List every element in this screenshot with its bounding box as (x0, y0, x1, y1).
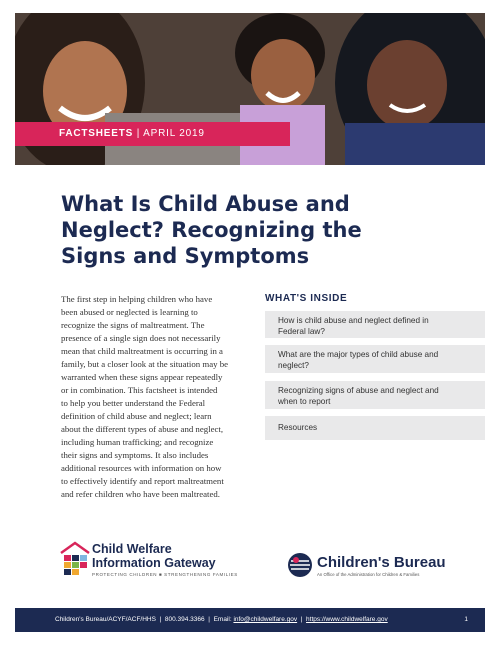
intro-line: The first step in helping children who have (61, 294, 213, 304)
intro-paragraph (61, 293, 261, 501)
footer-bar (15, 608, 485, 632)
cwig-name-line2: Information Gateway (92, 556, 216, 570)
intro-line: mean that child maltreatment is occurring in a (61, 346, 223, 356)
intro-line: family, but a closer look at the situation may be (61, 359, 229, 369)
toc-line: Recognizing signs of abuse and neglect and (278, 386, 439, 395)
page-number: 1 (464, 616, 468, 623)
intro-line: additional resources with information on how (61, 463, 222, 473)
intro-line: or in combination. This factsheet is intended (61, 385, 218, 395)
cwig-tagline: PROTECTING CHILDREN ■ STRENGTHENING FAMILIES (92, 572, 238, 577)
intro-line: been abused or neglected is learning to (61, 307, 198, 317)
intro-line: about the different types of abuse and neglect, (61, 424, 224, 434)
footer-website-link[interactable]: https://www.childwelfare.gov (306, 616, 388, 623)
toc-line: Resources (278, 423, 318, 432)
whats-inside-heading: WHAT'S INSIDE (265, 293, 348, 304)
page-title (61, 191, 421, 269)
factsheet-banner (15, 122, 290, 146)
intro-line: and refer children who have been maltreated. (61, 489, 220, 499)
intro-line: warranted when these signs appear repeatedly (61, 372, 223, 382)
title-line: Neglect? Recognizing the (61, 218, 362, 242)
cwig-house-icon (60, 541, 90, 577)
intro-line: to effectively identify and report maltreatment (61, 476, 224, 486)
toc-line: What are the major types of child abuse and (278, 350, 439, 359)
banner-date: APRIL 2019 (143, 128, 205, 139)
footer-phone: 800.394.3366 (164, 616, 205, 623)
childrens-bureau-logo (287, 552, 462, 582)
intro-line: including human trafficking; and recognize (61, 437, 214, 447)
footer-email-link[interactable]: info@childwelfare.gov (233, 616, 298, 623)
childrens-bureau-icon (287, 552, 313, 578)
cwig-name-line1: Child Welfare (92, 542, 172, 556)
toc-item-major-types[interactable] (265, 345, 485, 373)
toc-item-resources[interactable] (265, 416, 485, 440)
intro-line: definition of child abuse and neglect; learn (61, 411, 212, 421)
footer-org: Children's Bureau/ACYF/ACF/HHS (55, 616, 156, 623)
toc-line: when to report (278, 396, 331, 406)
banner-text (59, 128, 205, 139)
banner-separator: | (136, 128, 141, 139)
toc-item-federal-law[interactable] (265, 311, 485, 338)
footer-contact: Children's Bureau/ACYF/ACF/HHS | 800.394.3366 | Email: info@childwelfare.gov | https://www.childwelfare.gov (55, 616, 388, 623)
banner-label: FACTSHEETS (59, 128, 134, 139)
intro-line: recognize the signs of maltreatment. The (61, 320, 205, 330)
intro-line: presence of a single sign does not necessarily (61, 333, 221, 343)
toc-item-recognizing-signs[interactable] (265, 381, 485, 409)
cb-name: Children's Bureau (317, 554, 446, 571)
intro-line: their signs and symptoms. It also includes (61, 450, 209, 460)
footer-email-label: Email: (213, 616, 232, 623)
toc-line: How is child abuse and neglect defined in (278, 316, 429, 325)
title-line: Signs and Symptoms (61, 244, 310, 268)
intro-line: to help you better understand the Federal (61, 398, 206, 408)
toc-line: Federal law? (278, 326, 325, 336)
cwig-logo (60, 537, 238, 582)
title-line: What Is Child Abuse and (61, 192, 350, 216)
toc-line: neglect? (278, 360, 309, 370)
cb-tagline: An Office of the Administration for Children & Families (317, 572, 420, 577)
